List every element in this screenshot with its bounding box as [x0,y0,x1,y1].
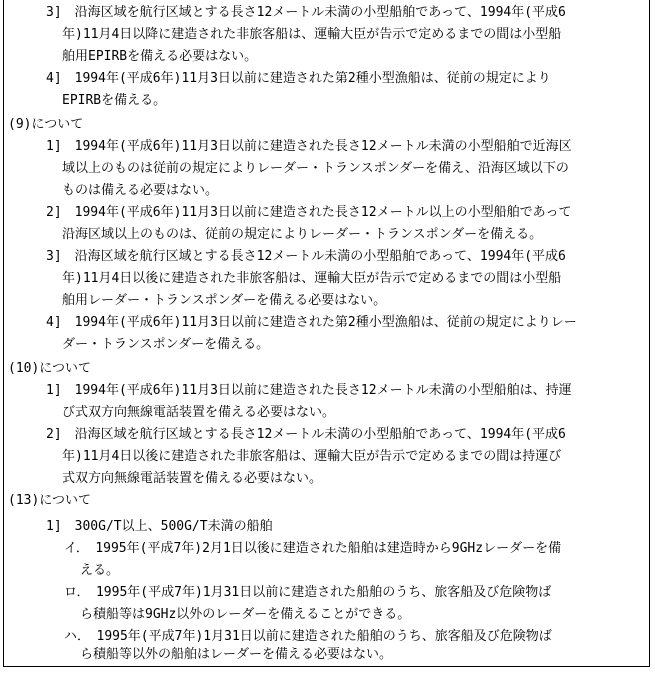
text-line: 4] 1994年(平成6年)11月3日以前に建造された第2種小型漁船は、従前の規定によりレー [46,315,577,330]
section-heading: (10)について [8,361,92,376]
text-line: 4] 1994年(平成6年)11月3日以前に建造された第2種小型漁船は、従前の規定により [46,71,551,86]
text-line: び式双方向無線電話装置を備える必要はない。 [62,405,336,420]
text-line: EPIRBを備える。 [62,93,167,108]
text-line: 舶用EPIRBを備える必要はない。 [62,49,258,64]
text-line: 年)11月4日以後に建造された非旅客船は、運輸大臣が告示で定めるまでの間は小型船 [62,271,562,286]
text-line: ら積船等は9GHz以外のレーダーを備えることができる。 [80,607,411,622]
text-line: ハ． 1995年(平成7年)1月31日以前に建造された船舶のうち、旅客船及び危険物ば [64,629,552,644]
section-heading: (13)について [8,493,92,508]
text-line: 年)11月4日以後に建造された非旅客船は、運輸大臣が告示で定めるまでの間は持運び [62,449,562,464]
text-line: える。 [80,563,120,578]
text-line: 2] 1994年(平成6年)11月3日以前に建造された長さ12メートル以上の小型船舶であって [46,205,572,220]
text-line: ダー・トランスポンダーを備える。 [62,337,270,352]
text-line: イ． 1995年(平成7年)2月1日以後に建造された船舶は建造時から9GHzレーダーを備 [64,541,562,556]
text-line: ら積船等以外の船舶はレーダーを備える必要はない。 [80,647,393,662]
text-line: 年)11月4日以降に建造された非旅客船は、運輸大臣が告示で定めるまでの間は小型船 [62,27,562,42]
text-line: 沿海区域以上のものは、従前の規定によりレーダー・トランスポンダーを備える。 [62,227,543,242]
section-heading: (9)について [8,117,84,132]
text-line: 式双方向無線電話装置を備える必要はない。 [62,471,323,486]
text-line: 域以上のものは従前の規定によりレーダー・トランスポンダーを備え、沿海区域以下の [62,161,569,176]
text-line: ものは備える必要はない。 [62,183,219,198]
text-line: 1] 1994年(平成6年)11月3日以前に建造された長さ12メートル未満の小型船舶は、持運 [46,383,572,398]
text-line: 舶用レーダー・トランスポンダーを備える必要はない。 [62,293,387,308]
text-line: 3] 沿海区域を航行区域とする長さ12メートル未満の小型船舶であって、1994年(平成6 [46,5,566,20]
text-line: 2] 沿海区域を航行区域とする長さ12メートル未満の小型船舶であって、1994年(平成6 [46,427,566,442]
text-line: 1] 300G/T以上、500G/T未満の船舶 [46,519,273,534]
text-line: 1] 1994年(平成6年)11月3日以前に建造された長さ12メートル未満の小型船舶で近海区 [46,139,572,154]
text-line: ロ． 1995年(平成7年)1月31日以前に建造された船舶のうち、旅客船及び危険物ば [64,585,552,600]
text-line: 3] 沿海区域を航行区域とする長さ12メートル未満の小型船舶であって、1994年(平成6 [46,249,566,264]
